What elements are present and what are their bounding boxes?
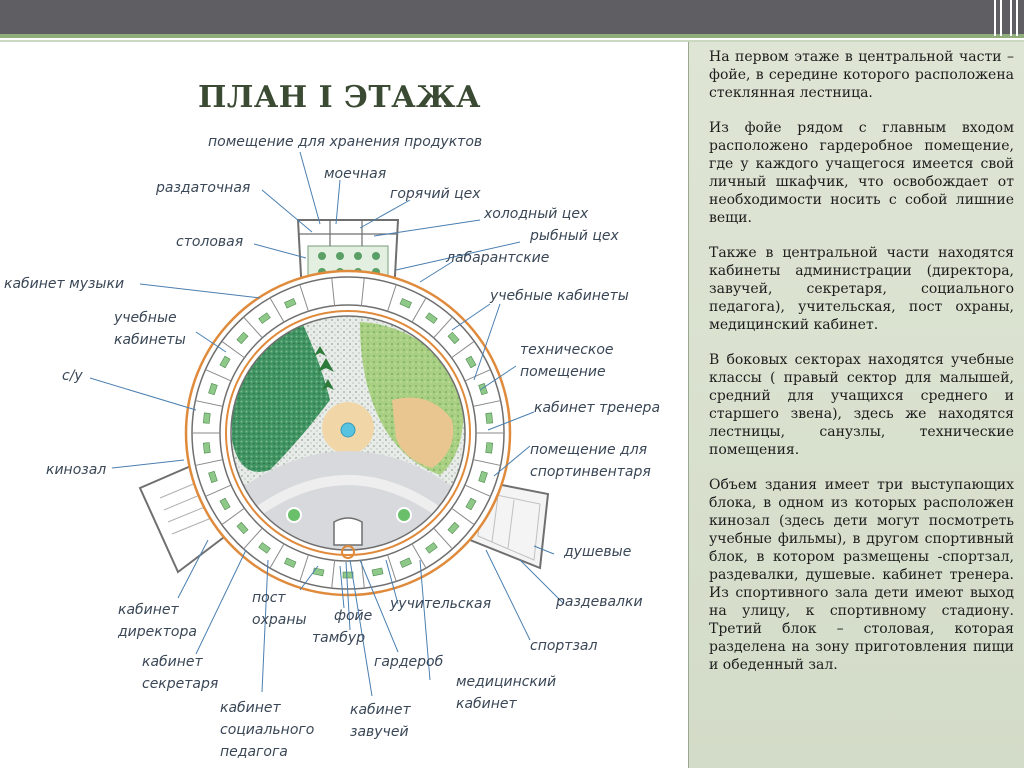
label-dishwash: моечная xyxy=(324,166,387,182)
label-director-1: кабинет xyxy=(118,602,179,618)
label-labs: лабарантские xyxy=(446,250,550,266)
label-director-2: директора xyxy=(118,624,197,640)
label-teachers-room: уучительская xyxy=(390,596,492,612)
label-fish-shop: рыбный цех xyxy=(530,228,619,244)
label-hot-shop: горячий цех xyxy=(390,186,481,202)
label-lockers: раздевалки xyxy=(556,594,643,610)
label-deputy-1: кабинет xyxy=(350,702,411,718)
top-stripe xyxy=(0,34,1024,38)
label-social-teacher-1: кабинет xyxy=(220,700,281,716)
label-serving: раздаточная xyxy=(156,180,251,196)
label-secretary-1: кабинет xyxy=(142,654,203,670)
top-bar xyxy=(0,0,1024,34)
label-medical-2: кабинет xyxy=(456,696,517,712)
corner-decoration xyxy=(1010,0,1012,36)
paragraph-administration: Также в центральной части находятся кабинеты администрации (директора, завучей, секретаря, социального педагога), учительская, пост охраны, медицинский кабинет. xyxy=(709,245,1014,333)
label-sport-inventory-1: помещение для xyxy=(530,442,648,458)
label-classes-left-2: кабинеты xyxy=(114,332,186,348)
desk-group xyxy=(203,443,210,454)
page-title: ПЛАН I ЭТАЖА xyxy=(198,80,481,115)
description-text xyxy=(709,48,1014,691)
paragraph-wardrobe: Из фойе рядом с главным входом расположено гардеробное помещение, где у каждого учащегося имеется свой личный шкафчик, что освобождает от необходимости носить с собой лишние вещи. xyxy=(709,120,1014,226)
label-coach-room: кабинет тренера xyxy=(534,400,661,416)
label-storage: помещение для хранения продуктов xyxy=(208,134,483,150)
corner-decoration xyxy=(1016,0,1018,36)
label-foyer: фойе xyxy=(334,608,373,624)
entrance xyxy=(334,518,362,545)
label-sport-inventory-2: спортинвентаря xyxy=(530,464,651,480)
label-social-teacher-3: педагога xyxy=(220,744,288,760)
label-tech-room-1: техническое xyxy=(520,342,614,358)
corner-decoration xyxy=(1000,0,1002,36)
label-medical-1: медицинский xyxy=(456,674,557,690)
label-classes-right: учебные кабинеты xyxy=(490,288,629,304)
desk-group xyxy=(203,413,210,424)
desk-group xyxy=(486,443,493,454)
floor-plan xyxy=(0,120,688,768)
label-showers: душевые xyxy=(564,544,632,560)
paragraph-foyer: На первом этаже в центральной части – фойе, в середине которого расположена стеклянная лестница. xyxy=(709,49,1014,101)
paragraph-blocks: Объем здания имеет три выступающих блока, в одном из которых расположен кинозал (здесь дети могут посмотреть учебные фильмы), в другом спортивный блок, в котором размещены -спортзал, раздевалки, душевые. кабинет тренера. Из спортивного зала дети имеют выход на улицу, к спортивному стадиону. Третий блок – столовая, которая разделена на зону приготовления пищи и обеденный зал. xyxy=(709,477,1014,673)
label-tech-room-2: помещение xyxy=(520,364,606,380)
label-guard-2: охраны xyxy=(252,612,307,628)
label-deputy-2: завучей xyxy=(350,724,409,740)
label-wc: с/у xyxy=(62,368,83,384)
label-secretary-2: секретаря xyxy=(142,676,219,692)
desk-group xyxy=(343,572,353,578)
paragraph-classrooms: В боковых секторах находятся учебные классы ( правый сектор для малышей, средний для учащихся среднего и старшего звена), здесь же находятся лестницы, санузлы, технические помещения. xyxy=(709,352,1014,458)
label-wardrobe: гардероб xyxy=(374,654,444,670)
corner-decoration xyxy=(994,0,996,36)
label-gym: спортзал xyxy=(530,638,598,654)
label-cinema: кинозал xyxy=(46,462,107,478)
label-guard-1: пост xyxy=(252,590,286,606)
description-panel xyxy=(688,42,1024,768)
label-social-teacher-2: социального xyxy=(220,722,315,738)
label-classes-left-1: учебные xyxy=(114,310,177,326)
label-dining: столовая xyxy=(176,234,244,250)
label-cold-shop: холодный цех xyxy=(484,206,589,222)
desk-group xyxy=(486,413,493,424)
label-vestibule: тамбур xyxy=(312,630,366,646)
label-music-room: кабинет музыки xyxy=(4,276,125,292)
